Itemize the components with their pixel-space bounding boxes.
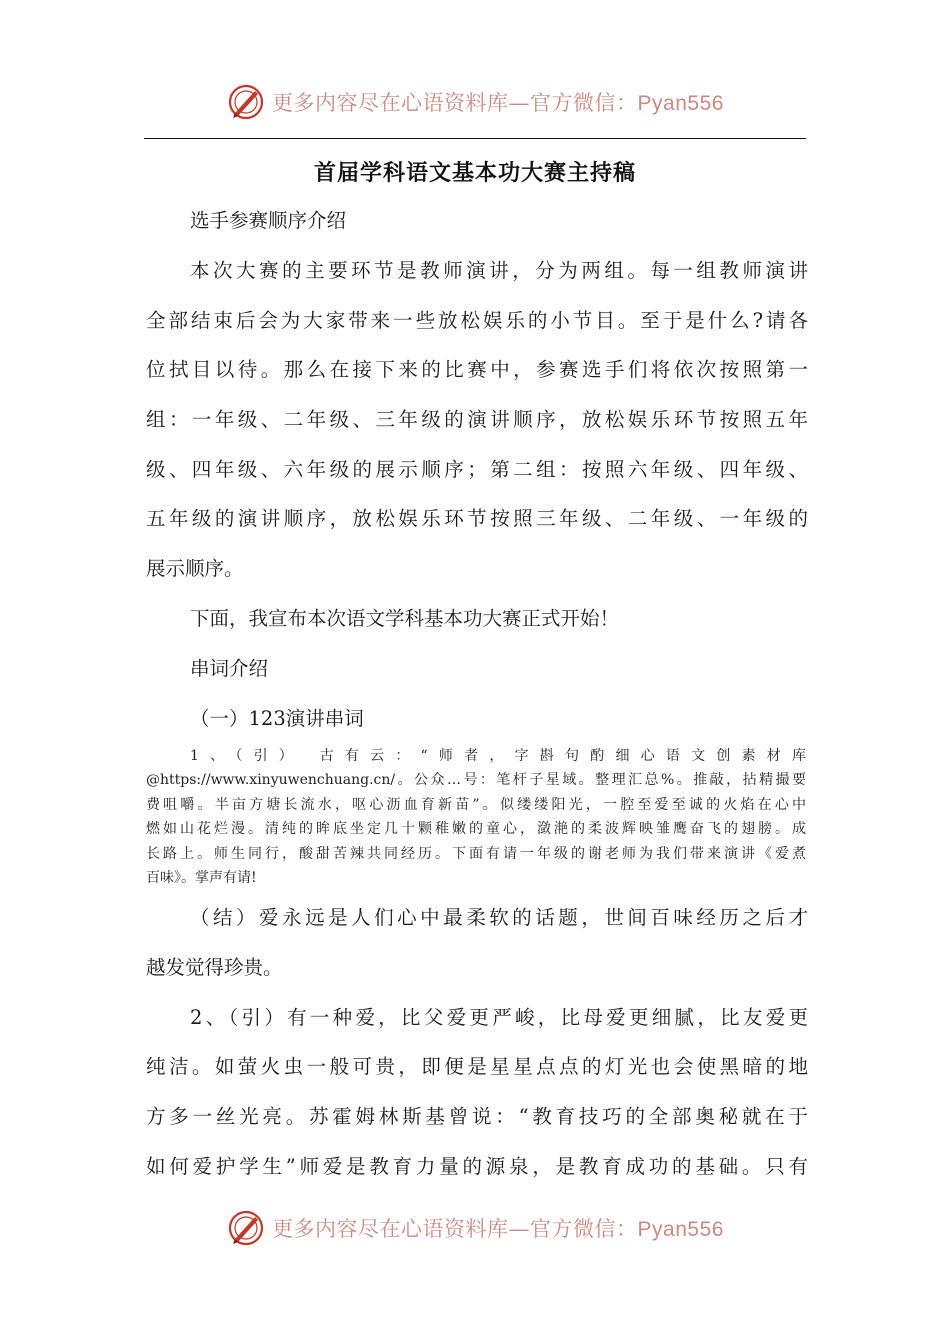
paragraph-line: 越发觉得珍贵。: [146, 956, 283, 979]
paragraph-line: 展示顺序。: [146, 557, 244, 580]
paragraph-line: 位拭目以待。那么在接下来的比赛中，参赛选手们将依次按照第一: [146, 358, 808, 381]
small-text-line: 燃如山花烂漫。清纯的眸底坐定几十颗稚嫩的童心，潋滟的柔波辉映雏鹰奋飞的翅膀。成: [146, 821, 806, 837]
small-text-line: 百味》。掌声有请!: [146, 870, 257, 886]
paragraph-line: 本次大赛的主要环节是教师演讲，分为两组。每一组教师演讲: [190, 259, 808, 282]
small-text-line: @https://www.xinyuwenchuang.cn/。公众…号：笔杆子星域。整理汇总%。推敲，拈精撮要: [146, 772, 806, 788]
watermark-text: 更多内容尽在心语资料库—官方微信：Pyan556: [272, 91, 724, 115]
paragraph-line: 全部结束后会为大家带来一些放松娱乐的小节目。至于是什么?请各: [146, 309, 808, 332]
paragraph-line: 纯洁。如萤火虫一般可贵，即便是星星点点的灯光也会使黑暗的地: [146, 1055, 808, 1078]
section-heading: 串词介绍: [190, 657, 269, 680]
small-text-line: 长路上。师生同行，酸甜苦辣共同经历。下面有请一年级的谢老师为我们带来演讲《爱煮: [146, 846, 806, 862]
subsection-heading: （一）123演讲串词: [190, 707, 364, 730]
paragraph-line: 组：一年级、二年级、三年级的演讲顺序，放松娱乐环节按照五年: [146, 408, 808, 431]
watermark-banner-bottom: [0, 1206, 950, 1250]
small-text-line: 1、（引） 古有云：“师者，字斟句酌细心语文创素材库: [190, 748, 806, 764]
paragraph-line: 2、（引）有一种爱，比父爱更严峻，比母爱更细腻，比友爱更: [190, 1006, 808, 1029]
paragraph: 下面，我宣布本次语文学科基本功大赛正式开始！: [190, 607, 620, 630]
section-heading: 选手参赛顺序介绍: [190, 209, 347, 232]
watermark-text: 更多内容尽在心语资料库—官方微信：Pyan556: [272, 1217, 724, 1241]
small-text-line: 费咀嚼。半亩方塘长流水，呕心沥血育新苗”。似缕缕阳光，一腔至爱至诚的火焰在心中: [146, 797, 806, 813]
header-rule: [144, 138, 806, 139]
pen-seal-icon: [226, 82, 266, 122]
paragraph-line: 方多一丝光亮。苏霍姆林斯基曾说：“教育技巧的全部奥秘就在于: [146, 1105, 808, 1128]
watermark-banner-top: [0, 80, 950, 124]
page-title: 首届学科语文基本功大赛主持稿: [313, 161, 636, 186]
pen-seal-icon: [226, 1208, 266, 1248]
paragraph-line: 如何爱护学生”师爱是教育力量的源泉，是教育成功的基础。只有: [146, 1155, 808, 1178]
paragraph-line: 级、四年级、六年级的展示顺序；第二组：按照六年级、四年级、: [146, 458, 808, 481]
paragraph-line: 五年级的演讲顺序，放松娱乐环节按照三年级、二年级、一年级的: [146, 507, 808, 530]
paragraph-line: （结）爱永远是人们心中最柔软的话题，世间百味经历之后才: [190, 906, 808, 929]
